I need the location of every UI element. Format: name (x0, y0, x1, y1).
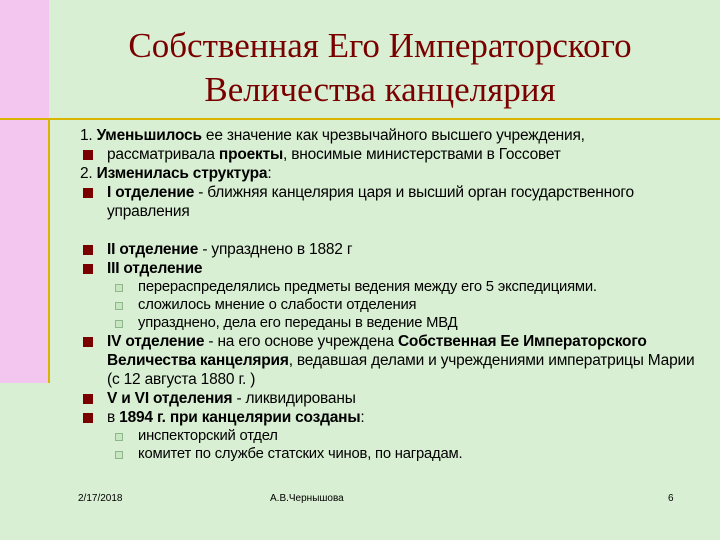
small-square-bullet-icon (115, 433, 123, 441)
list-item: 1. Уменьшилось ее значение как чрезвычайного высшего учреждения, (80, 127, 585, 144)
list-item: 2. Изменилась структура: (80, 165, 272, 182)
footer-date: 2/17/2018 (78, 493, 123, 504)
horizontal-rule (0, 118, 720, 120)
small-square-bullet-icon (115, 320, 123, 328)
page-number: 6 (668, 493, 674, 504)
square-bullet-icon (83, 413, 93, 423)
sub-list-item: перераспределялись предметы ведения между его 5 экспедициями. (80, 278, 705, 296)
square-bullet-icon (83, 264, 93, 274)
square-bullet-icon (83, 188, 93, 198)
list-item: в 1894 г. при канцелярии созданы: (80, 408, 705, 427)
title-line-1: Собственная Его Императорского (128, 26, 632, 65)
footer-author: А.В.Чернышова (270, 493, 344, 504)
sub-list-item: комитет по службе статских чинов, по наградам. (80, 445, 705, 463)
title-line-2: Величества канцелярия (204, 70, 556, 109)
small-square-bullet-icon (115, 302, 123, 310)
square-bullet-icon (83, 337, 93, 347)
slide-title (60, 24, 700, 112)
list-item: IV отделение - на его основе учреждена Собственная Ее Императорского Величества канцелярия, ведавшая делами и учреждениями императрицы Марии (с 12 августа 1880 г. ) (80, 332, 705, 389)
square-bullet-icon (83, 394, 93, 404)
left-decorative-band (0, 0, 49, 383)
sub-list-item: инспекторский отдел (80, 427, 705, 445)
small-square-bullet-icon (115, 451, 123, 459)
sub-list-item: упразднено, дела его переданы в ведение МВД (80, 314, 705, 332)
slide-body (80, 126, 705, 463)
square-bullet-icon (83, 150, 93, 160)
list-item: II отделение - упразднено в 1882 г (80, 240, 705, 259)
small-square-bullet-icon (115, 284, 123, 292)
list-item: V и VI отделения - ликвидированы (80, 389, 705, 408)
sub-list-item: сложилось мнение о слабости отделения (80, 296, 705, 314)
vertical-rule (48, 118, 50, 383)
list-item: рассматривала проекты, вносимые министерствами в Госсовет (80, 145, 705, 164)
list-item: III отделение (80, 259, 705, 278)
list-item: I отделение - ближняя канцелярия царя и высший орган государственного управления (80, 183, 705, 221)
square-bullet-icon (83, 245, 93, 255)
